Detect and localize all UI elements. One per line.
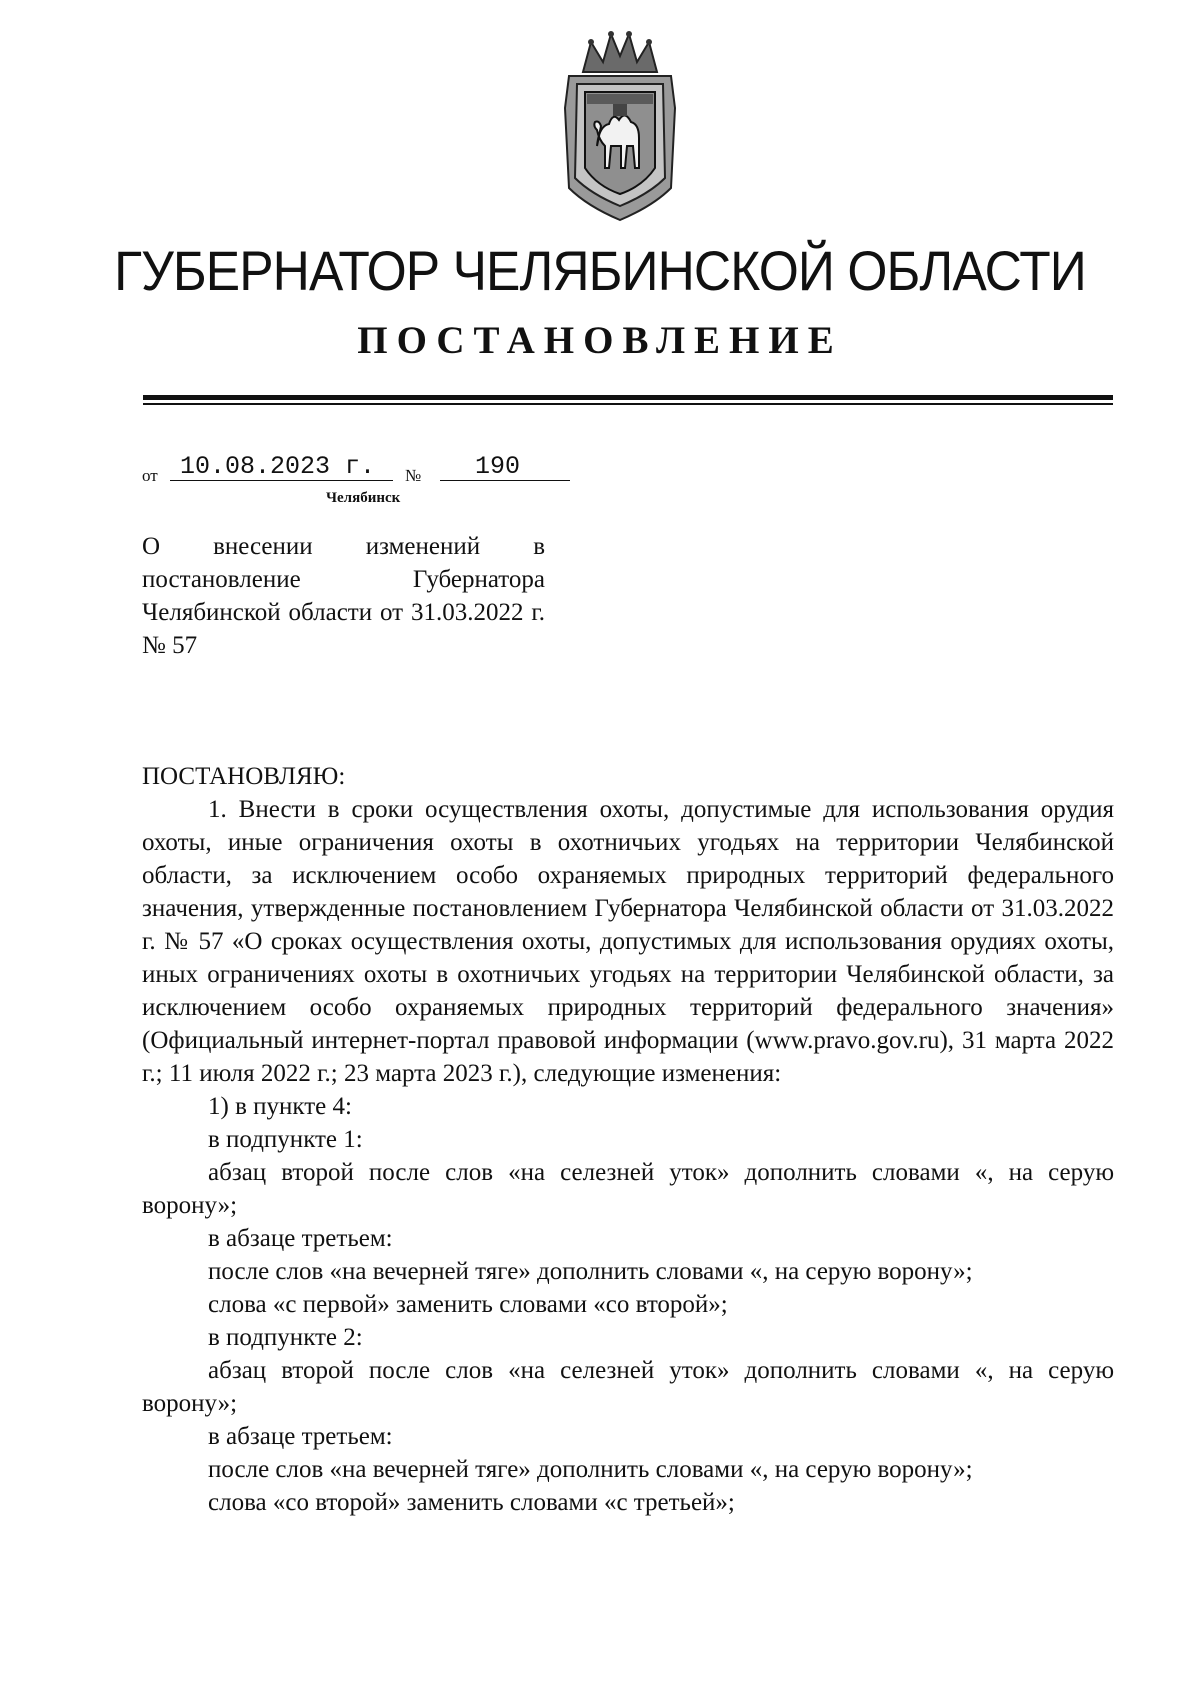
subpoint-1: в подпункте 1: (208, 1126, 363, 1153)
subpoint-2-paragraph-2: абзац второй после слов «на селезней уток» дополнить словами «, на серую ворону»; (142, 1357, 1114, 1417)
header-rule-thick (143, 395, 1113, 400)
subpoint-2-paragraph-3-a: после слов «на вечерней тяге» дополнить словами «, на серую ворону»; (208, 1456, 973, 1483)
city-name: Челябинск (326, 490, 401, 506)
subpoint-1-paragraph-3-b: слова «с первой» заменить словами «со второй»; (208, 1291, 728, 1318)
issuer-title: ГУБЕРНАТОР ЧЕЛЯБИНСКОЙ ОБЛАСТИ (114, 239, 1086, 302)
decree-word: ПОСТАНОВЛЯЮ: (142, 763, 346, 790)
date-prefix: от (142, 466, 158, 485)
subpoint-2-paragraph-3-b: слова «со второй» заменить словами «с третьей»; (208, 1489, 735, 1516)
subpoint-2: в подпункте 2: (208, 1324, 363, 1351)
item-1: 1) в пункте 4: (208, 1093, 352, 1120)
subpoint-1-paragraph-2: абзац второй после слов «на селезней уток» дополнить словами «, на серую ворону»; (142, 1159, 1114, 1219)
coat-of-arms-icon (553, 28, 687, 224)
document-type: ПОСТАНОВЛЕНИЕ (357, 319, 843, 362)
document-subject: О внесении изменений в постановление Губернатора Челябинской области от 31.03.2022 г. № 57 (142, 533, 545, 659)
document-body (142, 760, 1114, 1519)
point-1: 1. Внести в сроки осуществления охоты, допустимые для использования орудия охоты, иные ограничения охоты в охотничьих угодьях на территории Челябинской области, за исключением особо охраняемых природных территорий федерального значения, утвержденные постановлением Губернатора Челябинской области от 31.03.2022 г. № 57 «О сроках осуществления охоты, допустимых для использования орудиях охоты, иных ограничениях охоты в охотничьих угодьях на территории Челябинской области, за исключением особо охраняемых природных территорий федерального значения» (Официальный интернет-портал правовой информации (www.pravo.gov.ru), 31 марта 2022 г.; 11 июля 2022 г.; 23 марта 2023 г.), следующие изменения: (142, 796, 1114, 1087)
document-date: 10.08.2023 г. (180, 452, 376, 481)
document-number: 190 (475, 452, 521, 481)
subpoint-2-paragraph-3: в абзаце третьем: (208, 1423, 393, 1450)
header-rule-thin (143, 403, 1113, 405)
subpoint-1-paragraph-3: в абзаце третьем: (208, 1225, 393, 1252)
number-label: № (405, 466, 422, 485)
subpoint-1-paragraph-3-a: после слов «на вечерней тяге» дополнить словами «, на серую ворону»; (208, 1258, 973, 1285)
